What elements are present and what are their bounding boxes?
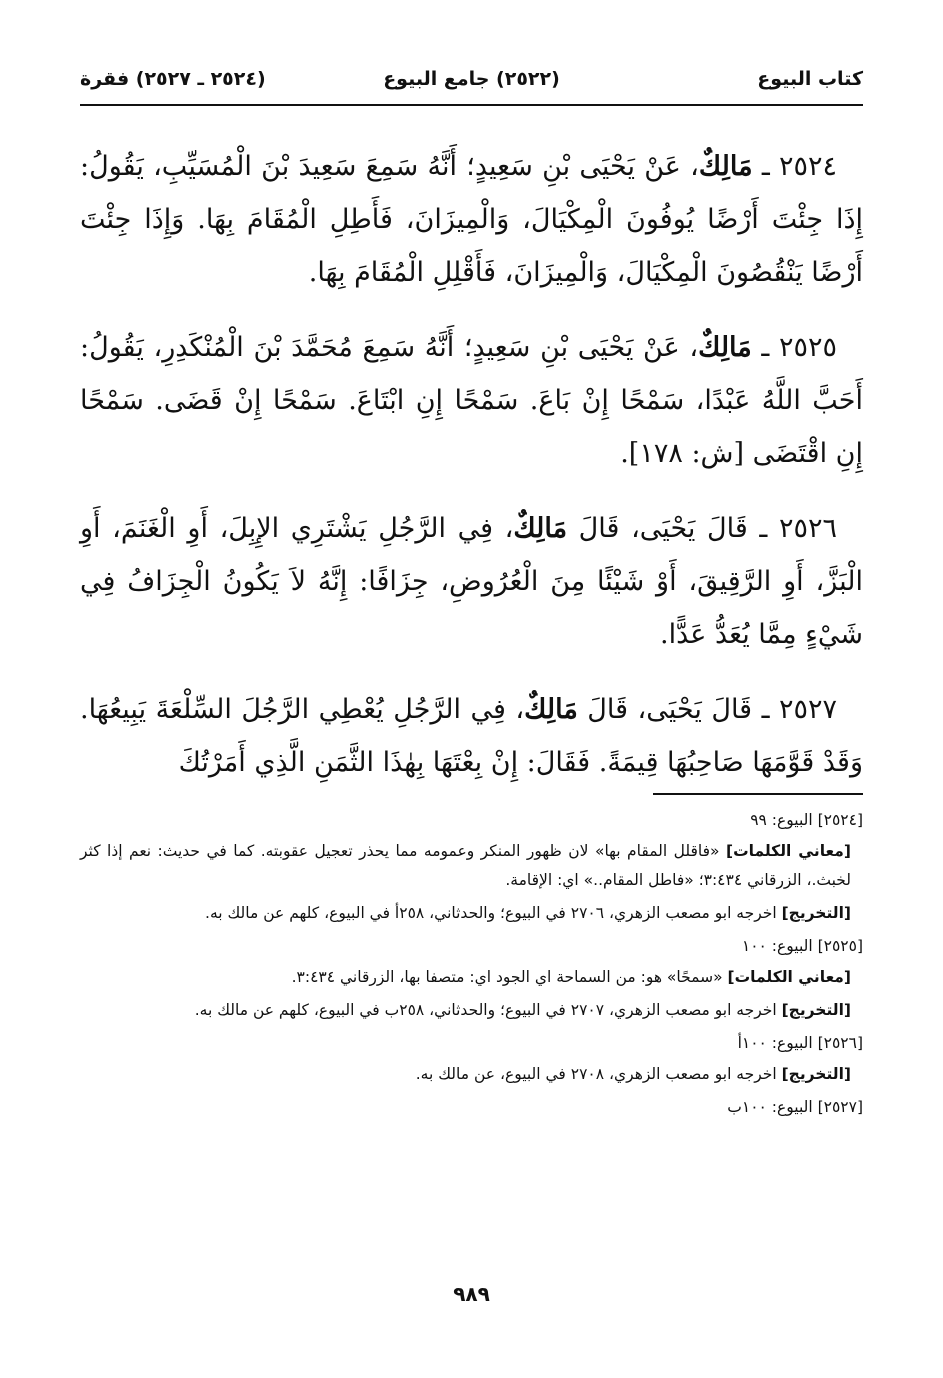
paragraph-2527 — [80, 683, 863, 789]
header-divider — [80, 104, 863, 106]
narrator-name: مَالِكٌ — [513, 513, 568, 544]
paragraph-intro: قَالَ يَحْيَى، قَالَ — [567, 513, 748, 544]
takhrij-text: اخرجه ابو مصعب الزهري، ٢٧٠٧ في البيوع؛ والحدثاني، ٢٥٨ب في البيوع، كلهم عن مالك به. — [194, 1001, 782, 1019]
main-text — [80, 140, 863, 811]
paragraph-2526 — [80, 502, 863, 661]
meaning-tag: [معاني الكلمات] — [727, 968, 851, 986]
paragraph-number: ٢٥٢٧ ـ — [761, 694, 837, 725]
footnote-ref-2527: [٢٥٢٧] البيوع: ١٠٠ب — [727, 1098, 863, 1116]
footnote-meaning-2525 — [80, 963, 863, 992]
running-header — [80, 62, 863, 98]
header-chapter-title: (٢٥٢٢) جامع البيوع — [383, 68, 560, 90]
takhrij-tag: [التخريج] — [781, 1065, 851, 1083]
narrator-name: مَالِكٌ — [698, 332, 752, 363]
meaning-text: «سمحًا» هو: من السماحة اي الجود اي: متصفا بها، الزرقاني ٣:٤٣٤. — [291, 968, 728, 986]
paragraph-text: ، عَنْ يَحْيَى بْنِ سَعِيدٍ؛ أَنَّهُ سَمِعَ سَعِيدَ بْنَ الْمُسَيِّبِ، يَقُولُ: إِذَا جِئْتَ أَرْضًا يُوفُونَ الْمِكْيَالَ، وَالْمِيزَانَ، فَأَطِلِ الْمُقَامَ بِهَا. وَإِذَا جِئْتَ أَرْضًا يَنْقُصُونَ الْمِكْيَالَ، وَالْمِيزَانَ، فَأَقْلِلِ الْمُقَامَ بِهَا. — [80, 151, 863, 288]
paragraph-number: ٢٥٢٥ ـ — [761, 332, 837, 363]
header-paragraph-range: (٢٥٢٤ ـ ٢٥٢٧) فقرة — [80, 68, 266, 90]
footnote-takhrij-2525 — [80, 996, 863, 1025]
header-book-title: كتاب البيوع — [757, 68, 863, 90]
footnote-meaning-2524 — [80, 837, 863, 895]
takhrij-text: اخرجه ابو مصعب الزهري، ٢٧٠٨ في البيوع، عن مالك به. — [415, 1065, 782, 1083]
footnotes — [80, 806, 863, 1124]
paragraph-number: ٢٥٢٦ ـ — [759, 513, 837, 544]
footnote-divider — [653, 793, 863, 795]
takhrij-tag: [التخريج] — [781, 1001, 851, 1019]
takhrij-tag: [التخريج] — [781, 904, 851, 922]
takhrij-text: اخرجه ابو مصعب الزهري، ٢٧٠٦ في البيوع؛ والحدثاني، ٢٥٨أ في البيوع، كلهم عن مالك به. — [205, 904, 782, 922]
narrator-name: مَالِكٌ — [524, 694, 578, 725]
paragraph-2525 — [80, 321, 863, 480]
paragraph-text: ، عَنْ يَحْيَى بْنِ سَعِيدٍ؛ أَنَّهُ سَمِعَ مُحَمَّدَ بْنَ الْمُنْكَدِرِ، يَقُولُ: أَحَبَّ اللَّهُ عَبْدًا، سَمْحًا إِنْ بَاعَ. سَمْحًا إِنِ ابْتَاعَ. سَمْحًا إِنْ قَضَى. سَمْحًا إِنِ اقْتَضَى [ش: ١٧٨]. — [80, 332, 863, 469]
meaning-text: «فاقلل المقام بها» لان ظهور المنكر وعمومه مما يحذر تعجيل عقوبته. كما في حديث: نعم إذا كثر لخبث.، الزرقاني ٣:٤٣٤؛ «فاطل المقام..» اي: الإقامة. — [80, 842, 851, 889]
footnote-takhrij-2526 — [80, 1060, 863, 1089]
footnote-ref-2524: [٢٥٢٤] البيوع: ٩٩ — [750, 811, 863, 829]
paragraph-intro: قَالَ يَحْيَى، قَالَ — [577, 694, 753, 725]
footnote-ref-2526: [٢٥٢٦] البيوع: ١٠٠أ — [737, 1034, 863, 1052]
page-number: ٩٨٩ — [453, 1282, 490, 1306]
footnote-takhrij-2524 — [80, 899, 863, 928]
meaning-tag: [معاني الكلمات] — [725, 842, 851, 860]
paragraph-2524 — [80, 140, 863, 299]
footnote-ref-2525: [٢٥٢٥] البيوع: ١٠٠ — [741, 937, 863, 955]
narrator-name: مَالِكٌ — [698, 151, 753, 182]
paragraph-number: ٢٥٢٤ ـ — [761, 151, 837, 182]
paragraph-text: ، فِي الرَّجُلِ يُعْطِي الرَّجُلَ السِّلْعَةَ يَبِيعُهَا. وَقَدْ قَوَّمَهَا صَاحِبُهَا قِيمَةً. فَقَالَ: إِنْ بِعْتَهَا بِهٰذَا الثَّمَنِ الَّذِي أَمَرْتُكَ — [80, 694, 863, 778]
paragraph-text: ، فِي الرَّجُلِ يَشْتَرِي الإِبِلَ، أَوِ الْغَنَمَ، أَوِ الْبَزَّ، أَوِ الرَّقِيقَ، أَوْ شَيْئًا مِنَ الْعُرُوضِ، جِزَافًا: إِنَّهُ لاَ يَكُونُ الْجِزَافُ فِي شَيْءٍ مِمَّا يُعَدُّ عَدًّا. — [80, 513, 863, 650]
